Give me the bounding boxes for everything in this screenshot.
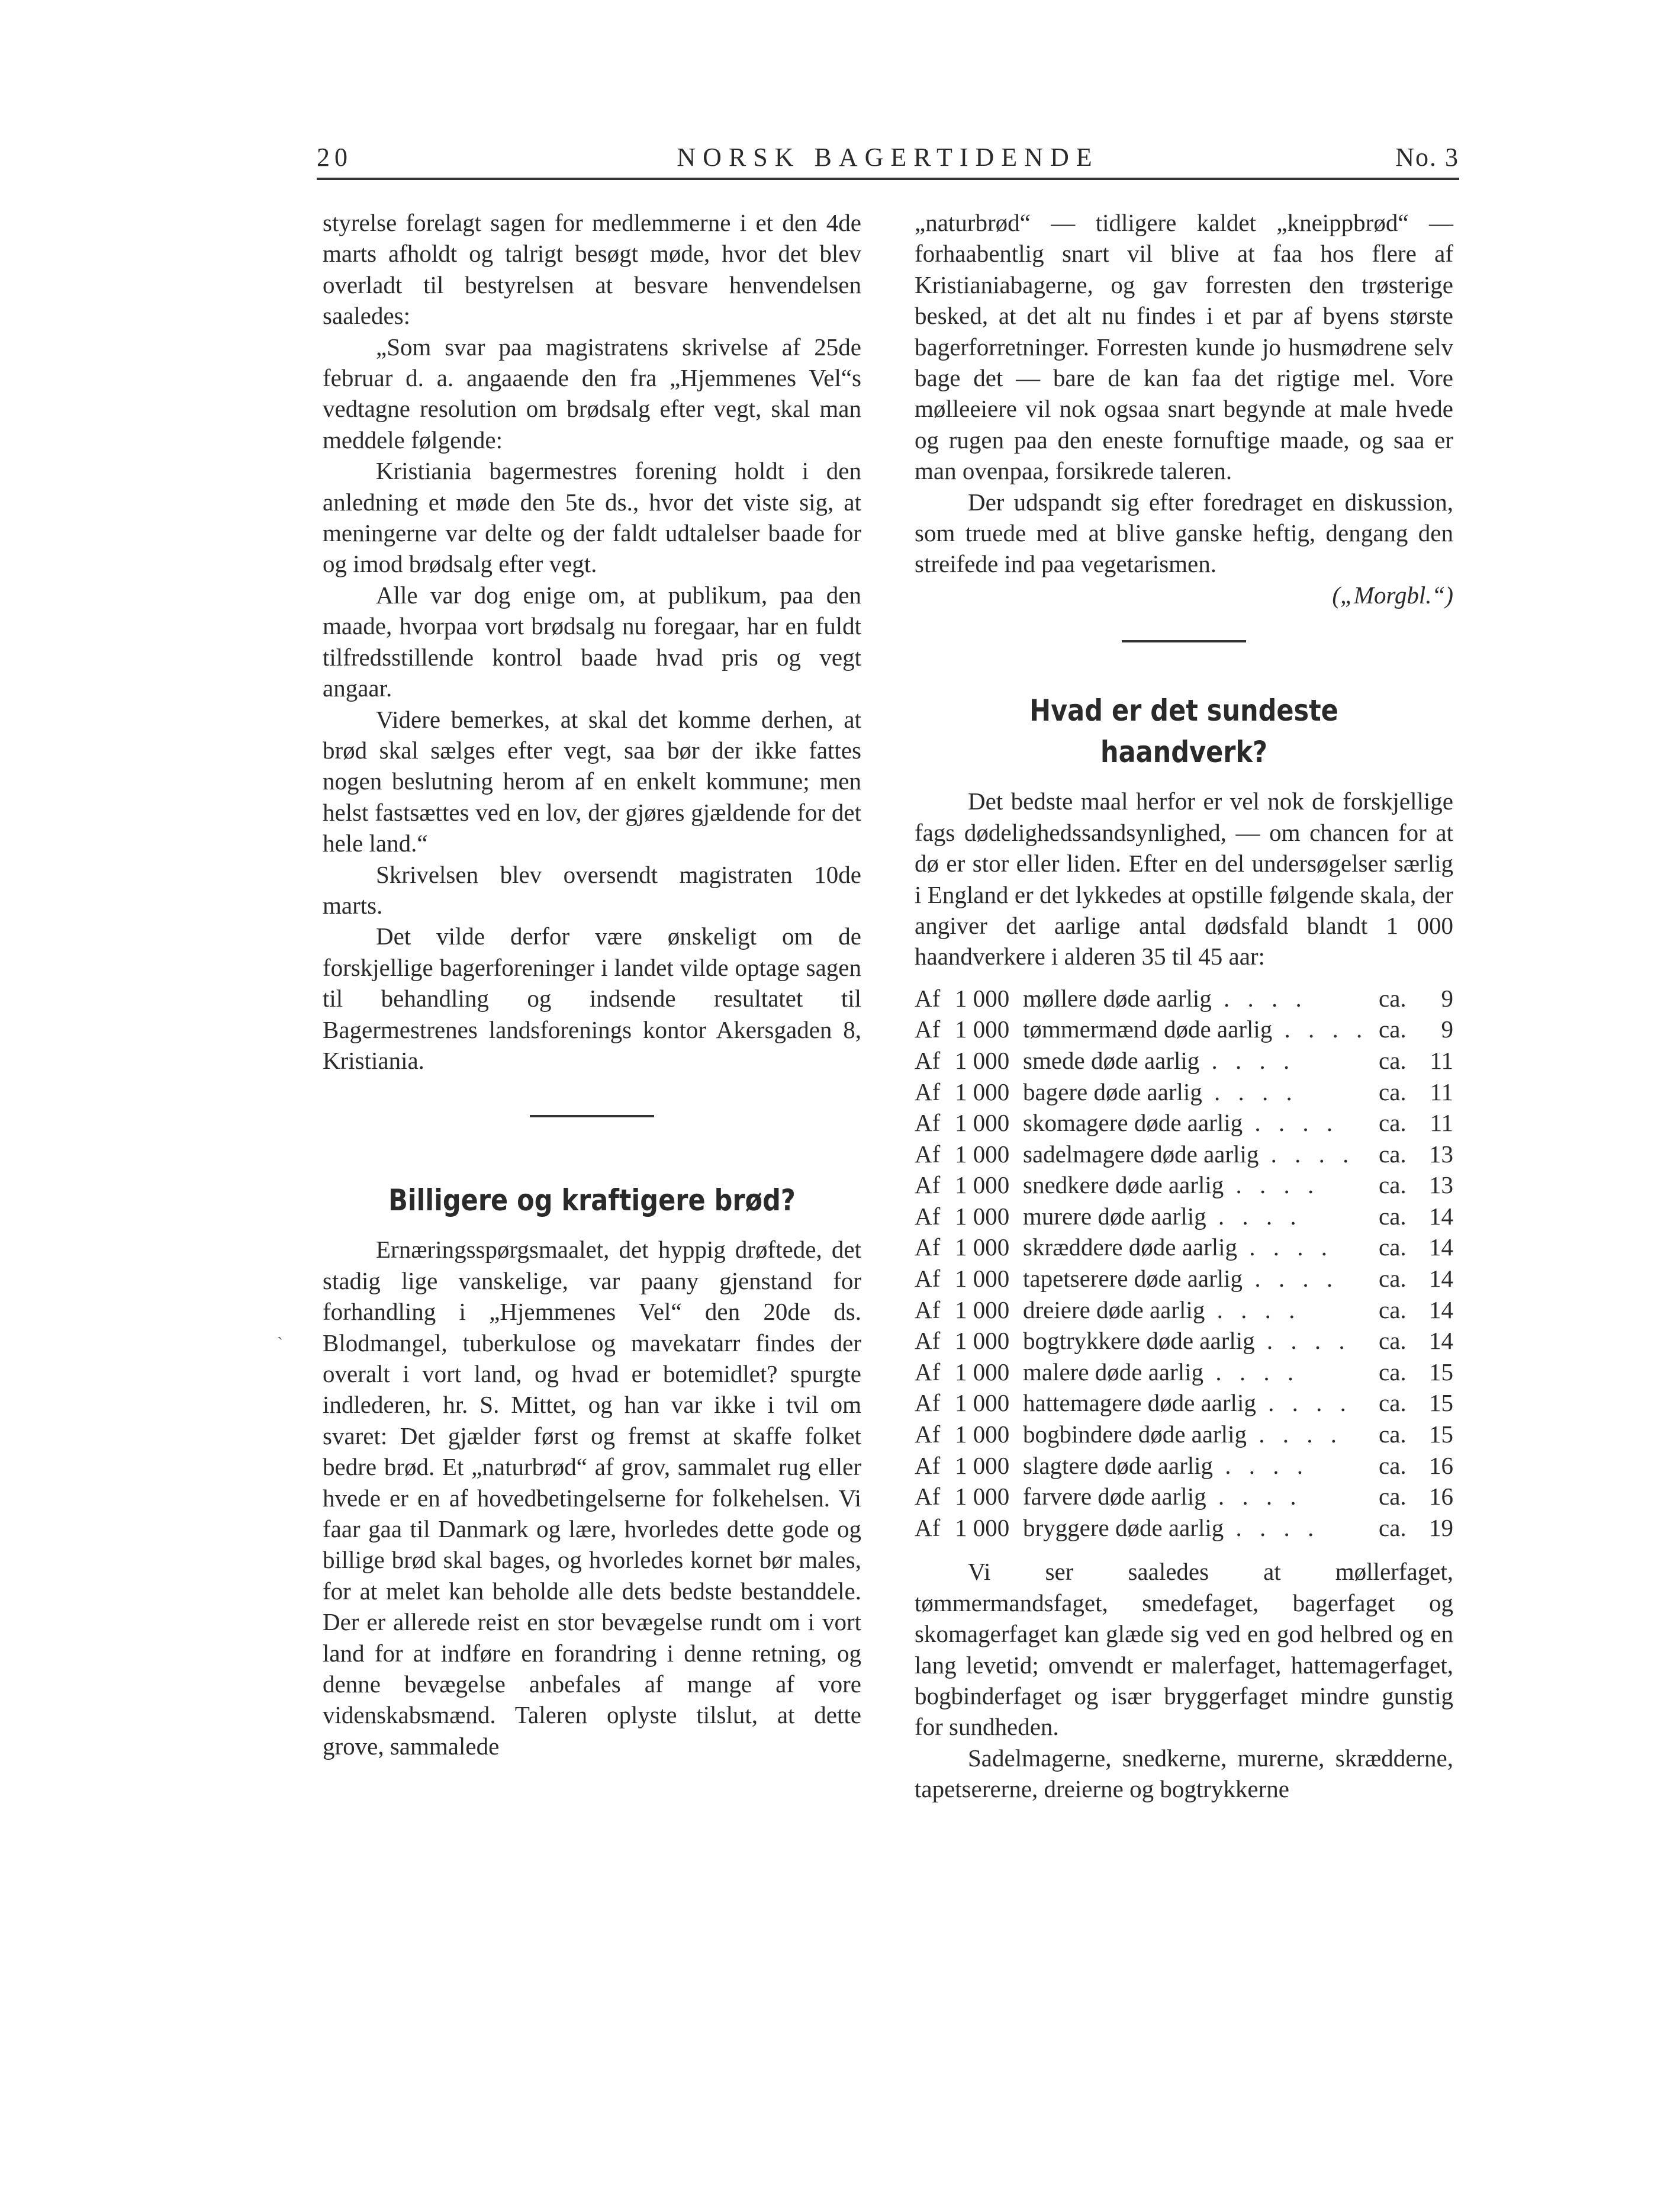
- dot-leader: . . . .: [1206, 1202, 1302, 1230]
- table-cell-text: [1023, 1169, 1379, 1201]
- cell-text: møllere døde aarlig: [1023, 984, 1212, 1012]
- table-cell-v: [1418, 1107, 1453, 1139]
- cell-text: ca.: [1379, 1265, 1407, 1293]
- cell-text: bogbindere døde aarlig: [1023, 1421, 1247, 1448]
- table-row: [915, 1045, 1453, 1076]
- table-cell-text: [1023, 983, 1379, 1014]
- cell-text: Af: [915, 1171, 941, 1199]
- table-cell-n: [955, 983, 1023, 1014]
- table-cell-text: [1023, 1387, 1379, 1419]
- issue-number: No. 3: [1395, 143, 1459, 172]
- cell-text: farvere døde aarlig: [1023, 1483, 1206, 1511]
- paragraph: „Som svar paa magistratens skrivelse af 25de februar d. a. angaaende den fra „Hjemmenes Vel“s vedtagne resolution om brødsalg efter vegt, skal man meddele følgende:: [323, 333, 861, 454]
- paragraph: Alle var dog enige om, at publikum, paa den maade, hvorpaa vort brødsalg nu foregaar, har en fuldt tilfredsstillende kontrol baade hvad pris og vegt angaar.: [323, 581, 861, 702]
- cell-text: ca.: [1379, 1140, 1407, 1168]
- cell-text: Af: [915, 1483, 941, 1511]
- cell-text: 16: [1429, 1451, 1453, 1479]
- table-row: [915, 1512, 1453, 1544]
- table-cell-ca: [1379, 1232, 1418, 1263]
- cell-text: bogtrykkere døde aarlig: [1023, 1327, 1255, 1355]
- table-row: [915, 1169, 1453, 1201]
- cell-text: Af: [915, 1296, 941, 1323]
- table-row: [915, 1076, 1453, 1108]
- table-row: [915, 1357, 1453, 1388]
- section-divider: [1122, 640, 1246, 642]
- table-cell-ca: [1379, 1450, 1418, 1482]
- cell-text: 1 000: [955, 1327, 1010, 1355]
- table-cell-ca: [1379, 1014, 1418, 1045]
- table-cell-af: [915, 1481, 955, 1512]
- dot-leader: . . . .: [1199, 1046, 1296, 1074]
- cell-text: 1 000: [955, 1046, 1010, 1074]
- cell-text: smede døde aarlig: [1023, 1046, 1200, 1074]
- cell-text: ca.: [1379, 1015, 1407, 1043]
- cell-text: malere døde aarlig: [1023, 1358, 1204, 1386]
- cell-text: Af: [915, 1327, 941, 1355]
- table-cell-v: [1418, 1357, 1453, 1388]
- table-cell-text: [1023, 1450, 1379, 1482]
- table-cell-v: [1418, 1512, 1453, 1544]
- table-cell-v: [1418, 1450, 1453, 1482]
- table-cell-ca: [1379, 983, 1418, 1014]
- cell-text: ca.: [1379, 1078, 1407, 1106]
- table-cell-af: [915, 1387, 955, 1419]
- cell-text: 14: [1429, 1233, 1453, 1261]
- dot-leader: . . . .: [1243, 1109, 1339, 1137]
- cell-text: murere døde aarlig: [1023, 1202, 1206, 1230]
- cell-text: ca.: [1379, 1421, 1407, 1448]
- article-heading: Billigere og kraftigere brød?: [388, 1183, 796, 1218]
- cell-text: Af: [915, 1451, 941, 1479]
- table-row: [915, 1263, 1453, 1294]
- table-cell-n: [955, 1045, 1023, 1076]
- paragraph: Kristiania bagermestres forening holdt i den anledning et møde den 5te ds., hvor det viste sig, at meningerne var delte og der faldt udtalelser baade for og imod brødsalg efter vegt.: [323, 457, 861, 578]
- cell-text: Af: [915, 1046, 941, 1074]
- cell-text: skræddere døde aarlig: [1023, 1233, 1238, 1261]
- paragraph: Vi ser saaledes at møllerfaget, tømmermandsfaget, smedefaget, bagerfaget og skomagerfaget kan glæde sig ved en god helbred og en lang levetid; omvendt er malerfaget, hattemagerfaget, bogbinderfaget og især bryggerfaget mindre gunstig for sundheden.: [915, 1558, 1453, 1741]
- dot-leader: . . . .: [1259, 1140, 1355, 1168]
- dot-leader: . . . .: [1211, 984, 1308, 1012]
- table-cell-v: [1418, 1014, 1453, 1045]
- table-cell-v: [1418, 1139, 1453, 1170]
- cell-text: 1 000: [955, 1421, 1010, 1448]
- table-cell-text: [1023, 1481, 1379, 1512]
- table-cell-n: [955, 1263, 1023, 1294]
- cell-text: sadelmagere døde aarlig: [1023, 1140, 1259, 1168]
- table-cell-text: [1023, 1139, 1379, 1170]
- cell-text: Af: [915, 1140, 941, 1168]
- cell-text: ca.: [1379, 1513, 1407, 1541]
- table-cell-af: [915, 1294, 955, 1326]
- cell-text: Af: [915, 1202, 941, 1230]
- article-heading: Hvad er det sundeste haandverk?: [1029, 693, 1338, 770]
- cell-text: bryggere døde aarlig: [1023, 1513, 1224, 1541]
- table-cell-ca: [1379, 1045, 1418, 1076]
- cell-text: 1 000: [955, 1015, 1010, 1043]
- table-row: [915, 983, 1453, 1014]
- table-cell-n: [955, 1107, 1023, 1139]
- table-cell-v: [1418, 1045, 1453, 1076]
- table-row: [915, 1232, 1453, 1263]
- table-cell-af: [915, 1263, 955, 1294]
- page-number: 20: [317, 143, 352, 172]
- cell-text: 13: [1429, 1171, 1453, 1199]
- table-cell-text: [1023, 1325, 1379, 1357]
- dot-leader: . . . .: [1237, 1233, 1334, 1261]
- cell-text: Af: [915, 1389, 941, 1417]
- table-cell-n: [955, 1169, 1023, 1201]
- table-cell-af: [915, 983, 955, 1014]
- table-cell-ca: [1379, 1076, 1418, 1108]
- cell-text: 1 000: [955, 1513, 1010, 1541]
- cell-text: ca.: [1379, 1233, 1407, 1261]
- dot-leader: . . . .: [1243, 1265, 1339, 1293]
- table-cell-v: [1418, 1325, 1453, 1357]
- table-cell-af: [915, 1076, 955, 1108]
- table-cell-n: [955, 1232, 1023, 1263]
- cell-text: 16: [1429, 1483, 1453, 1511]
- table-row: [915, 1419, 1453, 1450]
- cell-text: hattemagere døde aarlig: [1023, 1389, 1256, 1417]
- dot-leader: . . . .: [1202, 1078, 1298, 1106]
- table-cell-af: [915, 1512, 955, 1544]
- paragraph: Videre bemerkes, at skal det komme derhen, at brød skal sælges efter vegt, saa bør der ikke fattes nogen beslutning herom af en enkelt kommune; men helst fastsættes ved en lov, der gjøres gjældende for det hele land.“: [323, 705, 861, 857]
- cell-text: Af: [915, 1015, 941, 1043]
- cell-text: 1 000: [955, 984, 1010, 1012]
- table-cell-text: [1023, 1107, 1379, 1139]
- table-cell-ca: [1379, 1481, 1418, 1512]
- table-cell-ca: [1379, 1169, 1418, 1201]
- dot-leader: . . . .: [1224, 1171, 1320, 1199]
- cell-text: snedkere døde aarlig: [1023, 1171, 1224, 1199]
- cell-text: 1 000: [955, 1109, 1010, 1137]
- paragraph: Det bedste maal herfor er vel nok de forskjellige fags dødelighedssandsynlighed, — om chancen for at dø er stor eller liden. Efter en del undersøgelser særlig i England er det lykkedes at opstille følgende skala, der angiver det aarlige antal dødsfald blandt 1 000 haandverkere i alderen 35 til 45 aar:: [915, 788, 1453, 970]
- table-cell-af: [915, 1107, 955, 1139]
- cell-text: dreiere døde aarlig: [1023, 1296, 1205, 1323]
- header-rule: [317, 178, 1459, 180]
- table-cell-af: [915, 1045, 955, 1076]
- table-row: [915, 1387, 1453, 1419]
- running-header: [317, 142, 1459, 178]
- table-cell-v: [1418, 1294, 1453, 1326]
- table-cell-v: [1418, 1481, 1453, 1512]
- cell-text: ca.: [1379, 1389, 1407, 1417]
- table-cell-text: [1023, 1076, 1379, 1108]
- cell-text: 1 000: [955, 1140, 1010, 1168]
- source-attribution: („Morgbl.“): [1332, 581, 1453, 609]
- cell-text: ca.: [1379, 1202, 1407, 1230]
- cell-text: 15: [1429, 1421, 1453, 1448]
- table-cell-text: [1023, 1357, 1379, 1388]
- table-row: [915, 1014, 1453, 1045]
- cell-text: 14: [1429, 1202, 1453, 1230]
- cell-text: ca.: [1379, 1046, 1407, 1074]
- margin-mark: ˏ: [277, 1320, 283, 1340]
- table-cell-ca: [1379, 1139, 1418, 1170]
- paragraph: Skrivelsen blev oversendt magistraten 10de marts.: [323, 860, 861, 919]
- left-column: [323, 207, 861, 1762]
- table-cell-n: [955, 1294, 1023, 1326]
- cell-text: 15: [1429, 1358, 1453, 1386]
- paragraph: styrelse forelagt sagen for medlemmerne i et den 4de marts afholdt og talrigt besøgt møde, hvor det blev overladt til bestyrelsen at besvare henvendelsen saaledes:: [323, 209, 861, 330]
- table-cell-ca: [1379, 1263, 1418, 1294]
- table-cell-af: [915, 1139, 955, 1170]
- cell-text: tapetserere døde aarlig: [1023, 1265, 1243, 1293]
- cell-text: ca.: [1379, 1171, 1407, 1199]
- publication-title: NORSK BAGERTIDENDE: [677, 143, 1099, 172]
- right-column: [915, 207, 1453, 1805]
- table-cell-text: [1023, 1512, 1379, 1544]
- dot-leader: . . . .: [1246, 1421, 1343, 1448]
- table-cell-n: [955, 1387, 1023, 1419]
- cell-text: 11: [1430, 1046, 1453, 1074]
- cell-text: 13: [1429, 1140, 1453, 1168]
- table-cell-af: [915, 1169, 955, 1201]
- table-row: [915, 1107, 1453, 1139]
- cell-text: 11: [1430, 1078, 1453, 1106]
- cell-text: Af: [915, 1265, 941, 1293]
- cell-text: ca.: [1379, 1109, 1407, 1137]
- table-row: [915, 1294, 1453, 1326]
- cell-text: ca.: [1379, 1451, 1407, 1479]
- table-cell-ca: [1379, 1294, 1418, 1326]
- cell-text: 14: [1429, 1327, 1453, 1355]
- dot-leader: . . . .: [1213, 1451, 1309, 1479]
- cell-text: 9: [1441, 1015, 1453, 1043]
- table-cell-v: [1418, 1169, 1453, 1201]
- cell-text: 19: [1429, 1513, 1453, 1541]
- cell-text: slagtere døde aarlig: [1023, 1451, 1214, 1479]
- table-cell-v: [1418, 1263, 1453, 1294]
- table-cell-ca: [1379, 1387, 1418, 1419]
- table-cell-n: [955, 1481, 1023, 1512]
- cell-text: 9: [1441, 984, 1453, 1012]
- cell-text: Af: [915, 1233, 941, 1261]
- cell-text: ca.: [1379, 984, 1407, 1012]
- table-cell-n: [955, 1512, 1023, 1544]
- cell-text: 14: [1429, 1296, 1453, 1323]
- dot-leader: . . . .: [1256, 1389, 1352, 1417]
- cell-text: ca.: [1379, 1327, 1407, 1355]
- cell-text: 1 000: [955, 1389, 1010, 1417]
- paragraph: „naturbrød“ — tidligere kaldet „kneippbrød“ — forhaabentlig snart vil blive at faa hos flere af Kristianiabagerne, og gav forresten den trøsterige besked, at det alt nu findes i et par af byens største bagerforretninger. Forresten kunde jo husmødrene selv bage det — bare de kan faa det rigtige mel. Vore mølleeiere vil nok ogsaa snart begynde at male hvede og rugen paa den eneste fornuftige maade, og saa er man ovenpaa, forsikrede taleren.: [915, 209, 1453, 485]
- cell-text: 11: [1430, 1109, 1453, 1137]
- cell-text: 1 000: [955, 1483, 1010, 1511]
- cell-text: tømmermænd døde aarlig: [1023, 1015, 1273, 1043]
- dot-leader: . . . .: [1272, 1015, 1369, 1043]
- table-cell-af: [915, 1325, 955, 1357]
- cell-text: Af: [915, 1078, 941, 1106]
- cell-text: 1 000: [955, 1296, 1010, 1323]
- cell-text: 1 000: [955, 1202, 1010, 1230]
- cell-text: 1 000: [955, 1233, 1010, 1261]
- table-cell-text: [1023, 1294, 1379, 1326]
- table-cell-n: [955, 1325, 1023, 1357]
- table-cell-af: [915, 1014, 955, 1045]
- table-cell-af: [915, 1201, 955, 1232]
- table-row: [915, 1450, 1453, 1482]
- table-cell-af: [915, 1232, 955, 1263]
- paragraph: Det vilde derfor være ønskeligt om de forskjellige bagerforeninger i landet vilde optage sagen til behandling og indsende resultatet til Bagermestrenes landsforenings kontor Akersgaden 8, Kristiania.: [323, 923, 861, 1074]
- dot-leader: . . . .: [1224, 1513, 1320, 1541]
- cell-text: Af: [915, 1421, 941, 1448]
- cell-text: 1 000: [955, 1171, 1010, 1199]
- table-cell-text: [1023, 1045, 1379, 1076]
- table-cell-ca: [1379, 1201, 1418, 1232]
- paragraph: Ernæringsspørgsmaalet, det hyppig drøftede, det stadig lige vanskelige, var paany gjenstand for forhandling i „Hjemmenes Vel“ den 20de ds. Blodmangel, tuberkulose og mavekatarr findes der overalt i vort land, og hvad er botemidlet? spurgte indlederen, hr. S. Mittet, og han var ikke i tvil om svaret: Det gjælder først og fremst at skaffe folket bedre brød. Et „naturbrød“ af grov, sammalet rug eller hvede er en af hovedbetingelserne for folkehelsen. Vi faar gaa til Danmark og lære, hvorledes dette gode og billige brød skal bages, og hvorledes kornet bør males, for at melet kan beholde alle dets bedste bestanddele. Der er allerede reist en stor bevægelse rundt om i vort land for at indføre en forandring i denne retning, og denne bevægelse anbefales af mange af vore videnskabsmænd. Taleren oplyste tilslut, at dette grove, sammalede: [323, 1236, 861, 1760]
- table-cell-v: [1418, 1387, 1453, 1419]
- cell-text: 1 000: [955, 1358, 1010, 1386]
- table-row: [915, 1325, 1453, 1357]
- table-cell-n: [955, 1139, 1023, 1170]
- table-cell-ca: [1379, 1419, 1418, 1450]
- table-cell-text: [1023, 1419, 1379, 1450]
- table-cell-ca: [1379, 1107, 1418, 1139]
- cell-text: 1 000: [955, 1451, 1010, 1479]
- table-cell-v: [1418, 983, 1453, 1014]
- table-cell-v: [1418, 1201, 1453, 1232]
- cell-text: bagere døde aarlig: [1023, 1078, 1202, 1106]
- table-cell-n: [955, 1014, 1023, 1045]
- table-cell-text: [1023, 1201, 1379, 1232]
- cell-text: ca.: [1379, 1483, 1407, 1511]
- table-cell-n: [955, 1201, 1023, 1232]
- cell-text: 1 000: [955, 1265, 1010, 1293]
- cell-text: 14: [1429, 1265, 1453, 1293]
- cell-text: Af: [915, 1109, 941, 1137]
- cell-text: Af: [915, 1513, 941, 1541]
- cell-text: 15: [1429, 1389, 1453, 1417]
- table-row: [915, 1201, 1453, 1232]
- table-cell-n: [955, 1419, 1023, 1450]
- dot-leader: . . . .: [1203, 1358, 1300, 1386]
- table-cell-af: [915, 1357, 955, 1388]
- table-cell-ca: [1379, 1357, 1418, 1388]
- table-cell-ca: [1379, 1325, 1418, 1357]
- table-cell-af: [915, 1419, 955, 1450]
- cell-text: ca.: [1379, 1358, 1407, 1386]
- cell-text: ca.: [1379, 1296, 1407, 1323]
- section-divider: [530, 1115, 654, 1117]
- table-cell-v: [1418, 1232, 1453, 1263]
- table-cell-v: [1418, 1419, 1453, 1450]
- table-cell-v: [1418, 1076, 1453, 1108]
- dot-leader: . . . .: [1254, 1327, 1351, 1355]
- table-cell-text: [1023, 1014, 1379, 1045]
- table-cell-n: [955, 1357, 1023, 1388]
- cell-text: skomagere døde aarlig: [1023, 1109, 1243, 1137]
- mortality-table: [915, 983, 1453, 1544]
- paragraph: Der udspandt sig efter foredraget en diskussion, som truede med at blive ganske heftig, dengang den streifede ind paa vegetarismen.: [915, 488, 1453, 578]
- table-cell-n: [955, 1076, 1023, 1108]
- table-cell-ca: [1379, 1512, 1418, 1544]
- table-row: [915, 1139, 1453, 1170]
- table-cell-text: [1023, 1232, 1379, 1263]
- dot-leader: . . . .: [1206, 1483, 1302, 1511]
- cell-text: 1 000: [955, 1078, 1010, 1106]
- cell-text: Af: [915, 984, 941, 1012]
- table-cell-af: [915, 1450, 955, 1482]
- table-row: [915, 1481, 1453, 1512]
- table-cell-text: [1023, 1263, 1379, 1294]
- cell-text: Af: [915, 1358, 941, 1386]
- dot-leader: . . . .: [1205, 1296, 1301, 1323]
- paragraph: Sadelmagerne, snedkerne, murerne, skrædderne, tapetsererne, dreierne og bogtrykkerne: [915, 1744, 1453, 1803]
- table-cell-n: [955, 1450, 1023, 1482]
